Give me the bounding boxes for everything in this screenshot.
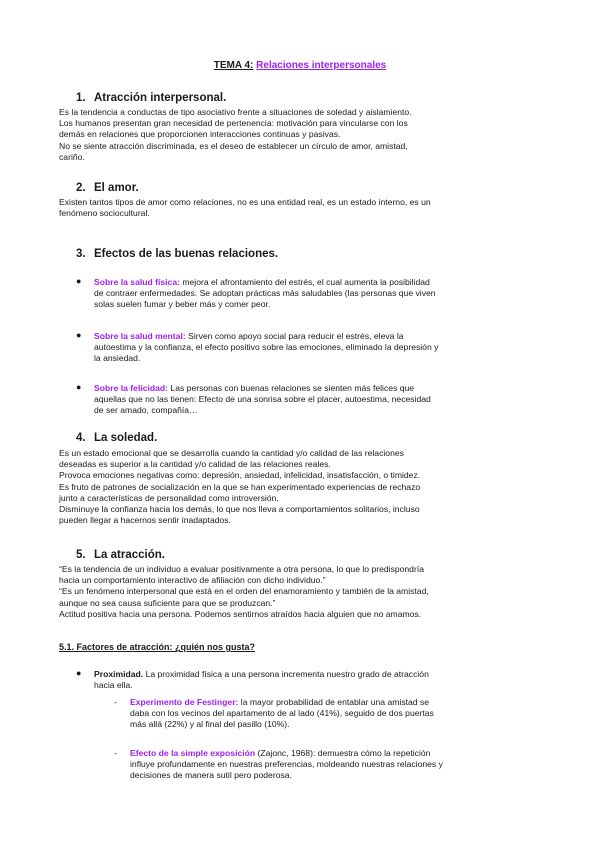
- text-line: La proximidad física a una persona incrementa nuestro grado de atracción: [145, 669, 429, 679]
- page-title: [0, 60, 600, 71]
- text-line: cariño.: [59, 151, 85, 162]
- text-line: de contraer enfermedades. Se adoptan prácticas más saludables (las personas que viven: [94, 288, 436, 299]
- section-number: 4.: [76, 432, 86, 444]
- text-line: Es la tendencia a conductas de tipo asociativo frente a situaciones de soledad y aislamiento.: [59, 107, 412, 117]
- text-line: autoestima y la confianza, el efecto positivo sobre las emociones, eliminado la depresión y: [94, 342, 439, 353]
- text-line: (Zajonc, 1968): demuestra cómo la repetición: [257, 748, 431, 758]
- dash-icon: -: [114, 748, 117, 758]
- bullet-icon: ●: [76, 276, 82, 286]
- bullet-icon: ●: [76, 330, 82, 340]
- dash-item-festinger: [130, 697, 540, 731]
- text-line: solas suelen fumar y beber más y comer peor.: [94, 299, 271, 310]
- bullet-icon: ●: [76, 382, 82, 392]
- text-line: junto a características de personalidad como introversión.: [59, 492, 279, 503]
- text-line: Sirven como apoyo social para reducir el estrés, eleva la: [188, 331, 404, 341]
- text-line: “Es un fenómeno interpersonal que está en el orden del enamoramiento y también de la amistad,: [59, 586, 429, 597]
- title-prefix: TEMA 4:: [213, 60, 254, 71]
- section-2-heading: [76, 182, 139, 194]
- section-title: La soledad.: [94, 432, 158, 444]
- bullet-label: Proximidad.: [94, 669, 144, 679]
- section-title: El amor.: [94, 182, 139, 194]
- section-number: 2.: [76, 182, 86, 194]
- text-line: Existen tantos tipos de amor como relaciones, no es una entidad real, es un estado interno, es un: [59, 197, 431, 207]
- text-line: decisiones de manera sutil pero poderosa.: [130, 770, 292, 781]
- text-line: influye profundamente en nuestras preferencias, moldeando nuestras relaciones y: [130, 759, 443, 770]
- text-line: Las personas con buenas relaciones se sienten más felices que: [170, 383, 415, 393]
- bullet-label: Sobre la felicidad:: [94, 383, 169, 393]
- bullet-label: Sobre la salud física:: [94, 277, 180, 287]
- text-line: la ansiedad.: [94, 353, 141, 364]
- dash-label: Experimento de Festinger:: [130, 697, 239, 707]
- text-line: Disminuye la confianza hacia los demás, lo que nos lleva a comportamientos solitarios, incluso: [59, 504, 420, 515]
- text-line: daba con los vecinos del apartamento de al lado (41%), seguido de dos puertas: [130, 708, 434, 719]
- text-line: más allá (22%) y al final del pasillo (10%).: [130, 719, 290, 730]
- text-line: aunque no sea causa suficiente para que se produzcan.”: [59, 597, 276, 608]
- text-line: pueden llegar a hacernos sentir inadaptados.: [59, 515, 231, 526]
- text-line: Provoca emociones negativas como: depresión, ansiedad, infelicidad, insatisfacción, o timidez.: [59, 470, 421, 481]
- text-line: de ser amado, compañía…: [94, 405, 198, 416]
- section-3-heading: [76, 248, 278, 260]
- text-line: Es un estado emocional que se desarrolla cuando la cantidad y/o calidad de las relaciones: [59, 448, 404, 458]
- text-line: hacia un comportamiento interactivo de afiliación con dicho individuo.”: [59, 575, 326, 586]
- bullet-item-proximity: [94, 669, 544, 691]
- text-line: mejora el afrontamiento del estrés, el cual aumenta la posibilidad: [182, 277, 430, 287]
- text-line: Es fruto de patrones de socialización en la que se han experimentado experiencias de rechazo: [59, 481, 421, 492]
- bullet-icon: ●: [76, 668, 82, 678]
- section-1-body: [59, 107, 549, 163]
- text-line: Actitud positiva hacia una persona. Podemos sentirnos atraídos hacia alguien que no amamos.: [59, 608, 422, 619]
- section-number: 1.: [76, 92, 86, 104]
- text-line: demás en relaciones que proporcionen interacciones continuas y pasivas.: [59, 129, 341, 140]
- section-number: 3.: [76, 248, 86, 260]
- section-5-heading: [76, 549, 165, 561]
- subsection-5-1-heading: 5.1. Factores de atracción: ¿quién nos gusta?: [59, 642, 256, 652]
- section-2-body: [59, 197, 549, 219]
- bullet-item-happiness: [94, 383, 544, 417]
- dash-icon: -: [114, 697, 117, 707]
- text-line: aquellas que no las tienen: Efecto de una sonrisa sobre el placer, autoestima, necesidad: [94, 394, 431, 405]
- text-line: “Es la tendencia de un individuo a evaluar positivamente a otra persona, lo que lo predispondría: [59, 564, 424, 574]
- section-4-body: [59, 448, 549, 526]
- text-line: deseadas es superior a la cantidad y/o calidad de las relaciones reales.: [59, 459, 331, 470]
- text-line: Los humanos presentan gran necesidad de pertenencia: motivación para vincularse con los: [59, 118, 408, 129]
- section-number: 5.: [76, 549, 86, 561]
- section-5-body: [59, 564, 549, 620]
- section-1-heading: [76, 92, 226, 104]
- title-text: Relaciones interpersonales: [256, 60, 387, 71]
- section-title: Atracción interpersonal.: [94, 92, 227, 104]
- dash-item-mere-exposure: [130, 748, 540, 782]
- bullet-item-physical-health: [94, 277, 544, 311]
- bullet-item-mental-health: [94, 331, 544, 365]
- text-line: hacia ella.: [94, 680, 133, 691]
- section-title: La atracción.: [94, 549, 165, 561]
- bullet-label: Sobre la salud mental:: [94, 331, 186, 341]
- section-title: Efectos de las buenas relaciones.: [94, 248, 279, 260]
- text-line: la mayor probabilidad de entablar una amistad se: [240, 697, 430, 707]
- text-line: No se siente atracción discriminada, es el deseo de establecer un círculo de amor, amistad,: [59, 140, 408, 151]
- text-line: fenómeno sociocultural.: [59, 208, 150, 219]
- section-4-heading: [76, 432, 157, 444]
- dash-label: Efecto de la simple exposición: [130, 748, 256, 758]
